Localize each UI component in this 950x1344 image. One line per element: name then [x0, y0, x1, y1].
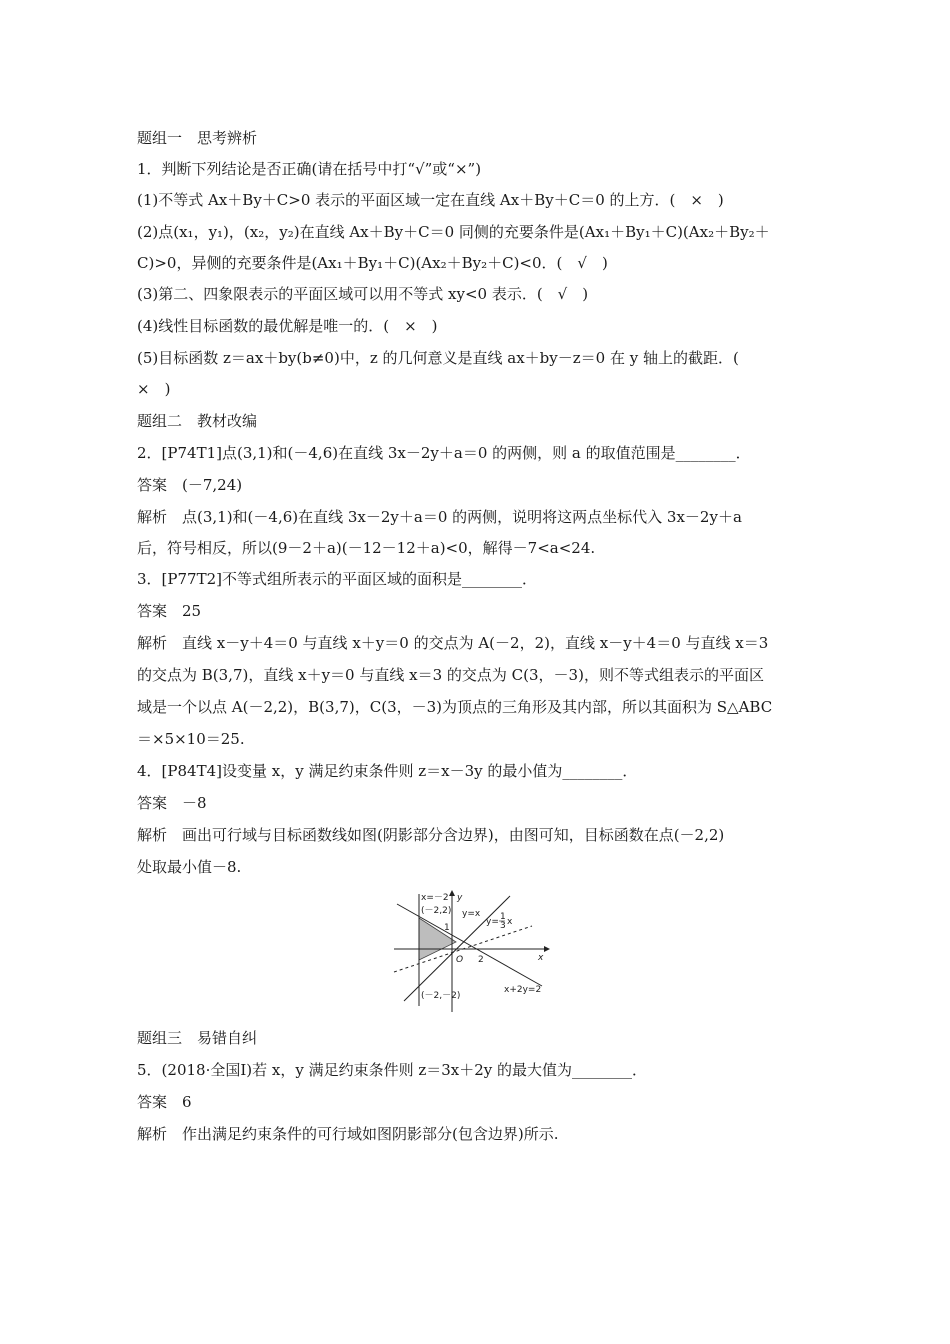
text-line-q5: 5．(2018·全国Ⅰ)若 x，y 满足约束条件则 z＝3x＋2y 的最大值为________．	[137, 1061, 648, 1079]
label-y-axis: y	[457, 893, 463, 903]
text-line-q1: 1．判断下列结论是否正确(请在括号中打“√”或“×”)	[137, 160, 482, 178]
text-line-q1_3: (3)第二、四象限表示的平面区域可以用不等式 xy<0 表示．( √ )	[137, 285, 589, 303]
label-two: 2	[478, 955, 484, 965]
text-line-q4_ans: 答案 －8	[137, 794, 207, 812]
text-line-q4_sol2: 处取最小值－8.	[137, 858, 242, 876]
text-line-q5_ans: 答案 6	[137, 1093, 192, 1111]
text-line-q3: 3．[P77T2]不等式组所表示的平面区域的面积是________．	[137, 570, 537, 588]
label-point-neg2-2: (－2,2)	[421, 906, 452, 916]
label-x-axis: x	[538, 953, 544, 963]
label-frac-var: x	[507, 917, 513, 927]
label-origin: O	[456, 955, 464, 965]
label-x-eq-neg2: x=－2	[421, 893, 449, 903]
text-line-q4_sol1: 解析 画出可行域与目标函数线如图(阴影部分含边界)，由图可知，目标函数在点(－2,2)	[137, 826, 725, 844]
label-x-plus-2y-eq-2: x+2y=2	[504, 985, 542, 995]
text-line-q3_sol3: 域是一个以点 A(－2,2)，B(3,7)，C(3，－3)为顶点的三角形及其内部，所以其面积为 S△ABC	[137, 698, 773, 716]
label-frac-num: 1	[500, 912, 506, 922]
shaded-region	[419, 918, 456, 960]
label-y-eq-x: y=x	[462, 909, 481, 919]
text-line-q2_sol2: 后，符号相反，所以(9－2＋a)(－12－12＋a)<0，解得－7<a<24.	[137, 539, 596, 557]
text-line-q3_ans: 答案 25	[137, 602, 202, 620]
text-line-g2: 题组二 教材改编	[137, 412, 258, 430]
label-y-eq: y=	[486, 917, 499, 927]
label-frac-den: 3	[500, 921, 506, 931]
text-line-q1_5b: × )	[137, 380, 171, 398]
text-line-q1_1: (1)不等式 Ax＋By＋C>0 表示的平面区域一定在直线 Ax＋By＋C＝0 的上方．( × )	[137, 191, 724, 209]
text-line-q1_4: (4)线性目标函数的最优解是唯一的．( × )	[137, 317, 438, 335]
text-line-g1: 题组一 思考辨析	[137, 129, 258, 147]
text-line-q5_sol: 解析 作出满足约束条件的可行域如图阴影部分(包含边界)所示.	[137, 1125, 559, 1143]
label-point-neg2-neg2: (－2,－2)	[421, 991, 461, 1001]
text-line-q2_sol1: 解析 点(3,1)和(－4,6)在直线 3x－2y＋a＝0 的两侧，说明将这两点坐标代入 3x－2y＋a	[137, 508, 742, 526]
text-line-g3: 题组三 易错自纠	[137, 1029, 258, 1047]
text-line-q2: 2．[P74T1]点(3,1)和(－4,6)在直线 3x－2y＋a＝0 的两侧，则 a 的取值范围是________．	[137, 444, 751, 462]
text-line-q1_5a: (5)目标函数 z＝ax＋by(b≠0)中，z 的几何意义是直线 ax＋by－z＝0 在 y 轴上的截距．(	[137, 349, 739, 367]
x-axis-arrow	[544, 946, 550, 952]
text-line-q3_sol2: 的交点为 B(3,7)，直线 x＋y＝0 与直线 x＝3 的交点为 C(3，－3)，则不等式组表示的平面区	[137, 666, 764, 684]
text-line-q1_2a: (2)点(x₁，y₁)，(x₂，y₂)在直线 Ax＋By＋C＝0 同侧的充要条件是(Ax₁＋By₁＋C)(Ax₂＋By₂＋	[137, 223, 770, 241]
text-line-q2_ans: 答案 (－7,24)	[137, 476, 243, 494]
text-line-q1_2b: C)>0，异侧的充要条件是(Ax₁＋By₁＋C)(Ax₂＋By₂＋C)<0．( √ )	[137, 254, 608, 272]
y-axis-arrow	[449, 890, 455, 896]
text-line-q3_sol4: ＝×5×10＝25.	[137, 730, 245, 748]
feasible-region-graph	[392, 886, 560, 1014]
feasible-region-figure	[392, 886, 560, 1014]
text-line-q3_sol1: 解析 直线 x－y＋4＝0 与直线 x＋y＝0 的交点为 A(－2，2)，直线 x－y＋4＝0 与直线 x＝3	[137, 634, 769, 652]
text-line-q4: 4．[P84T4]设变量 x，y 满足约束条件则 z＝x－3y 的最小值为________．	[137, 762, 638, 780]
label-one: 1	[444, 923, 450, 933]
